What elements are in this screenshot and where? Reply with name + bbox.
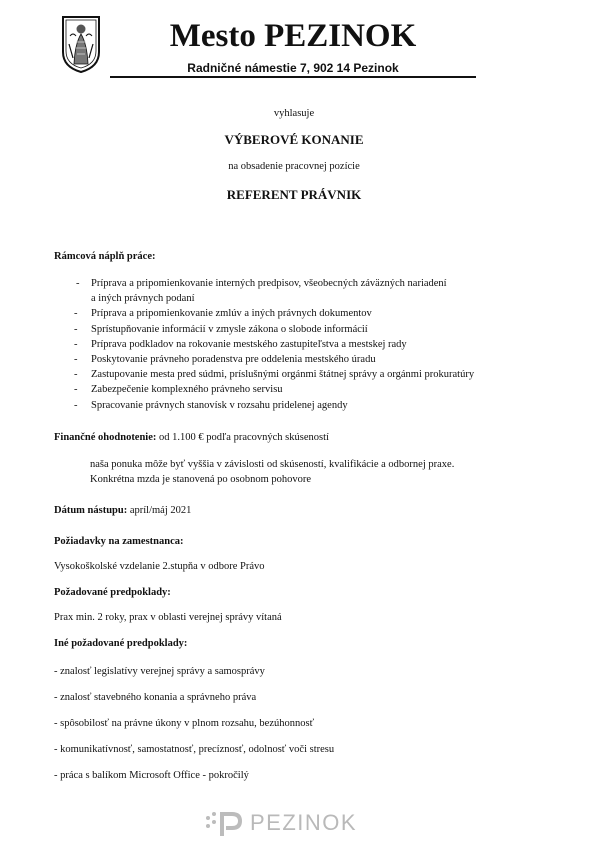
requirements-label: Požiadavky na zamestnanca: xyxy=(54,536,184,547)
salary-line xyxy=(54,430,329,445)
list-item: - Príprava podkladov na rokovanie mestského zastupiteľstva a mestskej rady xyxy=(62,337,474,352)
salary-note-2: Konkrétna mzda je stanovená po osobnom pohovore xyxy=(90,474,312,485)
intro-text: vyhlasuje xyxy=(273,108,315,119)
salary-value: od 1.100 € podľa pracovných skúseností xyxy=(159,432,329,443)
list-item: - Sprístupňovanie informácií v zmysle zákona o slobode informácií xyxy=(62,322,474,337)
list-item: - Zabezpečenie komplexného právneho servisu xyxy=(62,382,474,397)
prerequisites-label: Požadované predpoklady: xyxy=(54,587,171,598)
duties-list xyxy=(62,276,474,413)
start-date-value: apríl/máj 2021 xyxy=(129,505,192,516)
salary-note-1: naša ponuka môže byť vyššia v závislosti od skúseností, kvalifikácie a odbornej praxe. xyxy=(90,459,455,470)
list-item: - práca s balíkom Microsoft Office - pokročilý xyxy=(54,770,249,781)
list-item: - Poskytovanie právneho poradenstva pre oddelenia mestského úradu xyxy=(62,352,474,367)
list-item: - Spracovanie právnych stanovísk v rozsahu pridelenej agendy xyxy=(62,398,474,413)
list-item: - znalosť legislatívy verejnej správy a samosprávy xyxy=(54,666,265,677)
list-item: - Príprava a pripomienkovanie interných predpisov, všeobecných záväzných nariadení a iných právnych podaní xyxy=(62,276,474,306)
list-item: - Príprava a pripomienkovanie zmlúv a iných právnych dokumentov xyxy=(62,306,474,321)
address-line: Radničné námestie 7, 902 14 Pezinok xyxy=(187,61,399,75)
header-divider xyxy=(110,76,476,78)
duties-label: Rámcová náplň práce: xyxy=(54,251,156,262)
other-prerequisites-label: Iné požadované predpoklady: xyxy=(54,638,188,649)
start-date-label: Dátum nástupu: xyxy=(54,505,128,516)
pezinok-logo-icon xyxy=(204,810,244,838)
purpose-text: na obsadenie pracovnej pozície xyxy=(228,161,360,172)
announcement-heading: VÝBEROVÉ KONANIE xyxy=(224,132,364,147)
start-date-line xyxy=(54,503,191,518)
requirements-value: Vysokoškolské vzdelanie 2.stupňa v odbore Právo xyxy=(54,561,265,572)
list-item: - Zastupovanie mesta pred súdmi, príslušnými orgánmi štátnej správy a orgánmi prokuratúry xyxy=(62,367,474,382)
list-item: - znalosť stavebného konania a správneho práva xyxy=(54,692,257,703)
coat-of-arms-icon xyxy=(60,14,102,74)
position-title: REFERENT PRÁVNIK xyxy=(226,187,362,202)
salary-label: Finančné ohodnotenie: xyxy=(54,432,157,443)
list-item: - komunikatívnosť, samostatnosť, precíznosť, odolnosť voči stresu xyxy=(54,744,335,755)
footer-logo-text: PEZINOK xyxy=(250,810,358,835)
page-title: Mesto PEZINOK xyxy=(169,18,417,54)
prerequisites-value: Prax min. 2 roky, prax v oblasti verejnej správy vítaná xyxy=(54,612,282,623)
list-item: - spôsobilosť na právne úkony v plnom rozsahu, bezúhonnosť xyxy=(54,718,315,729)
